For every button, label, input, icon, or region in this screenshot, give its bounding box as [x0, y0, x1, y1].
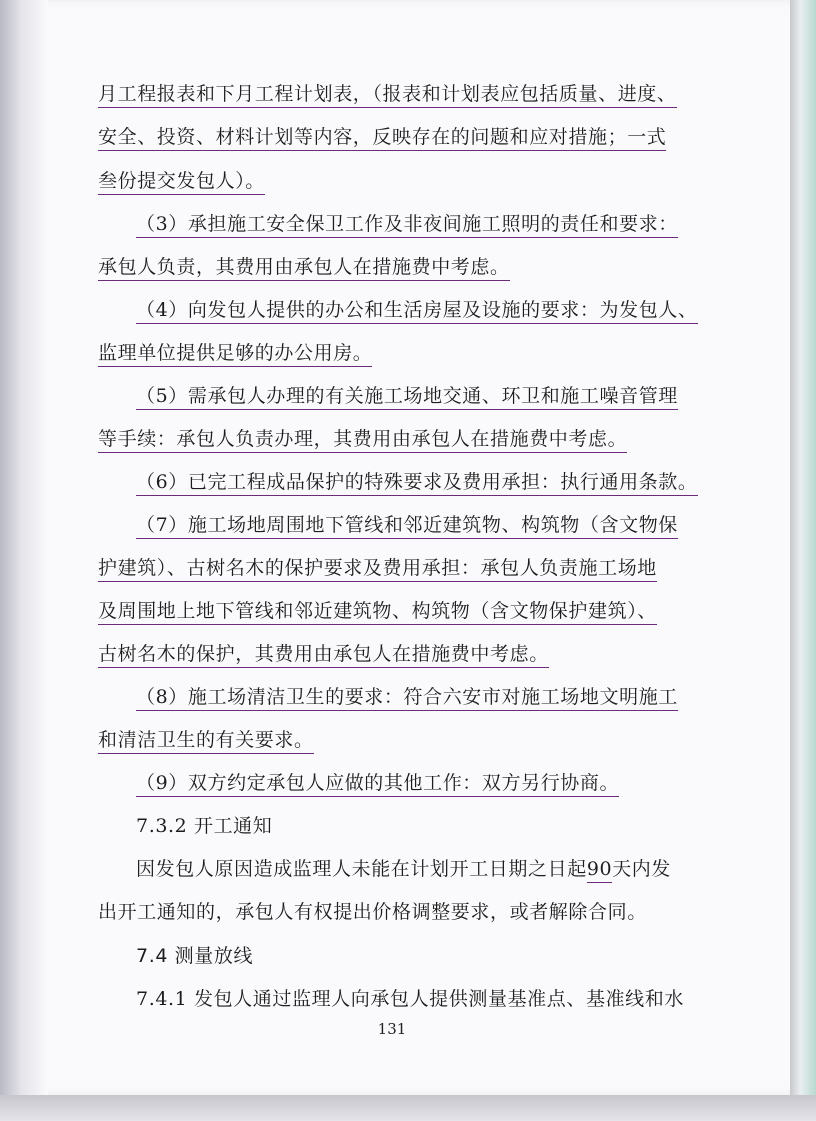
section-7-4-heading: 7.4 测量放线: [136, 945, 254, 967]
text-line: 出开工通知的，承包人有权提出价格调整要求，或者解除合同。: [98, 901, 647, 923]
page-bottom-edge: [0, 1095, 816, 1121]
days-value: 90: [587, 858, 612, 883]
text-line: （4）向发包人提供的办公和生活房屋及设施的要求：为发包人、: [136, 298, 698, 322]
text-line: 7.4.1 发包人通过监理人向承包人提供测量基准点、基准线和水: [136, 988, 684, 1010]
page-stack-edge: [790, 0, 816, 1121]
text-line: 古树名木的保护，其费用由承包人在措施费中考虑。: [98, 642, 549, 666]
text-line: 承包人负责，其费用由承包人在措施费中考虑。: [98, 255, 510, 279]
text-line: 及周围地上地下管线和邻近建筑物、构筑物（含文物保护建筑）、: [98, 599, 657, 623]
text-line: 和清洁卫生的有关要求。: [98, 728, 314, 752]
text-line: 月工程报表和下月工程计划表，（报表和计划表应包括质量、进度、: [98, 82, 677, 106]
text-line: （5）需承包人办理的有关施工场地交通、环卫和施工噪音管理: [136, 384, 678, 408]
text-line: （3）承担施工安全保卫工作及非夜间施工照明的责任和要求：: [136, 212, 678, 236]
text-line: 等手续：承包人负责办理，其费用由承包人在措施费中考虑。: [98, 427, 627, 451]
text-line: 叁份提交发包人）。: [98, 169, 265, 193]
page-number: 131: [377, 1020, 407, 1038]
section-7-3-2-heading: 7.3.2 开工通知: [136, 815, 273, 837]
text-line: （7）施工场地周围地下管线和邻近建筑物、构筑物（含文物保: [136, 513, 678, 537]
text-line: （8）施工场清洁卫生的要求：符合六安市对施工场地文明施工: [136, 685, 678, 709]
book-binding-shadow: [0, 0, 48, 1095]
text-line: 因发包人原因造成监理人未能在计划开工日期之日起90天内发: [136, 857, 671, 881]
text-line: 护建筑）、古树名木的保护要求及费用承担：承包人负责施工场地: [98, 556, 657, 580]
text-line: （6）已完工程成品保护的特殊要求及费用承担：执行通用条款。: [136, 470, 698, 494]
text-line: 安全、投资、材料计划等内容，反映存在的问题和应对措施；一式: [98, 125, 666, 149]
text-line: （9）双方约定承包人应做的其他工作：双方另行协商。: [136, 771, 619, 795]
text-line: 监理单位提供足够的办公用房。: [98, 341, 372, 365]
